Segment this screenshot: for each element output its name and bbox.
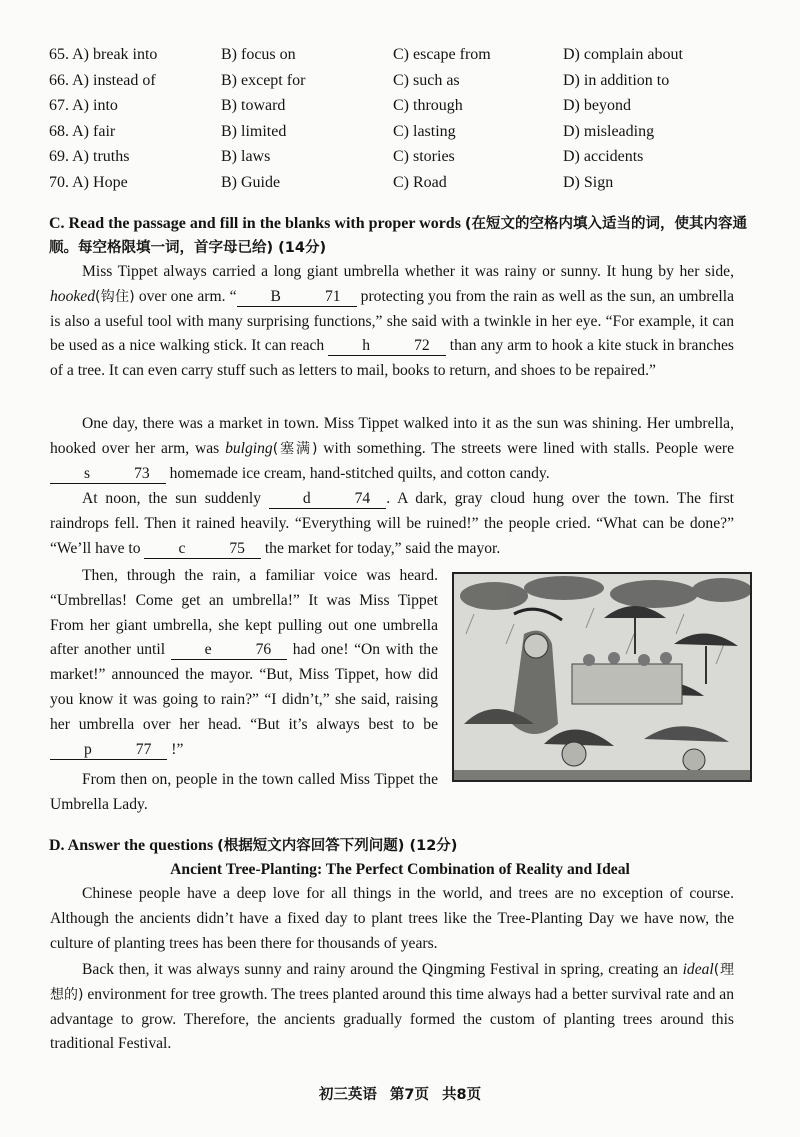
text: environment for tree growth. The trees planted around this time always had a better survival rate and an advantage to grow. Therefore, the ancients gradually formed the custom of planting trees around this traditional Festival.	[50, 985, 734, 1053]
option-d: D) misleading	[563, 122, 655, 140]
option-row-69	[49, 144, 769, 170]
section-c-heading	[49, 212, 759, 260]
blank-73[interactable]	[50, 465, 166, 484]
passage-paragraph: From then on, people in the town called Miss Tippet the Umbrella Lady.	[50, 771, 438, 813]
gloss: (塞满)	[272, 440, 318, 457]
option-row-67	[49, 93, 769, 119]
blank-75[interactable]	[144, 540, 261, 559]
blank-initial: h	[362, 337, 371, 355]
glossed-word: hooked	[50, 287, 96, 305]
blank-77[interactable]	[50, 741, 167, 760]
section-c-title-en: C. Read the passage and fill in the blanks with proper words	[49, 215, 465, 232]
option-d: D) in addition to	[563, 71, 670, 89]
option-a: 70. A) Hope	[49, 173, 128, 191]
blank-72[interactable]	[328, 337, 445, 356]
text: than any arm to hook a kite stuck in branches of a tree. It can even carry stuff such as letters to mail, books to return, and shoes to be repaired.”	[50, 337, 734, 380]
text: Back then, it was always sunny and rainy around the Qingming Festival in spring, creating an	[82, 961, 683, 978]
illustration-drawing	[454, 574, 750, 780]
passage-paragraph	[50, 412, 734, 486]
text: Then, through the rain, a familiar voice was heard. “Umbrellas! Come get an umbrella!” It was Miss Tippet From her giant umbrella, she kept pulling out one umbrella after another until	[50, 567, 438, 659]
blank-initial: d	[302, 490, 311, 507]
option-b: B) except for	[221, 71, 306, 89]
option-c: C) lasting	[393, 122, 456, 140]
option-c: C) Road	[393, 173, 447, 191]
umbrella-market-illustration	[452, 572, 752, 782]
option-c: C) stories	[393, 148, 455, 166]
text: Miss Tippet always carried a long giant umbrella whether it was rainy or sunny. It hung by her side,	[82, 263, 734, 280]
option-row-65	[49, 42, 769, 68]
page-footer: 初三英语 第7页 共8页	[318, 1087, 482, 1103]
blank-initial: e	[204, 641, 212, 659]
gloss: (理想的)	[50, 962, 735, 1003]
option-b: B) focus on	[221, 46, 296, 63]
section-d-title-en: D. Answer the questions	[49, 837, 218, 854]
blank-number: 73	[134, 464, 150, 482]
blank-76[interactable]	[171, 641, 288, 660]
blank-number: 71	[324, 287, 341, 305]
option-a: 65. A) break into	[49, 46, 158, 63]
passage-paragraph	[50, 564, 438, 762]
option-a: 68. A) fair	[49, 122, 116, 140]
blank-initial: c	[178, 539, 186, 557]
option-a: 69. A) truths	[49, 148, 130, 166]
text: homemade ice cream, hand-stitched quilts, and cotton candy.	[165, 464, 550, 482]
option-c: C) such as	[393, 71, 460, 89]
blank-number: 76	[255, 641, 272, 659]
text: At noon, the sun suddenly	[82, 490, 269, 507]
text: !”	[167, 740, 184, 758]
option-b: B) laws	[221, 148, 271, 166]
blank-initial: B	[270, 287, 281, 305]
section-d-heading	[49, 834, 457, 858]
article-paragraph	[50, 958, 734, 1057]
option-row-68	[49, 119, 769, 145]
option-b: B) Guide	[221, 173, 281, 191]
option-d: D) accidents	[563, 148, 644, 166]
blank-71[interactable]	[237, 288, 357, 307]
text: One day, there was a market in town. Miss Tippet walked into it as the sun was shining. Her umbrella, hooked over her arm, was	[50, 415, 734, 457]
passage-paragraph	[50, 487, 734, 561]
section-d-title-cn: (根据短文内容回答下列问题) (12分)	[217, 838, 458, 854]
text: over one arm. “	[134, 287, 237, 305]
blank-number: 75	[229, 539, 245, 557]
option-row-70	[49, 170, 769, 196]
blank-initial: s	[84, 464, 91, 482]
answer-options	[49, 42, 769, 196]
option-d: D) complain about	[563, 46, 683, 63]
option-b: B) toward	[221, 97, 286, 115]
option-d: D) beyond	[563, 97, 631, 115]
option-c: C) through	[393, 97, 463, 115]
section-c-title-cn: (在短文的空格内填入适当的词，使其内容通顺。每空格限填一词，首字母已给) (14分)	[49, 216, 748, 256]
text: the market for today,” said the mayor.	[260, 539, 501, 557]
text: with something. The streets were lined with stalls. People were	[317, 439, 734, 457]
glossed-word: ideal	[682, 961, 714, 978]
gloss: (钩住)	[95, 288, 135, 305]
glossed-word: bulging	[225, 439, 273, 457]
option-c: C) escape from	[393, 46, 491, 63]
passage-paragraph	[50, 260, 734, 384]
blank-number: 77	[135, 740, 152, 758]
blank-number: 72	[414, 337, 430, 355]
option-d: D) Sign	[563, 173, 614, 191]
option-a: 67. A) into	[49, 97, 118, 115]
text: . A dark, gray cloud hung over the town. The first raindrops fell. Then it rained heavily. “Everything will be ruined!” the people cried. “What can be done?” “We’ll have to	[50, 490, 734, 557]
blank-74[interactable]	[269, 490, 386, 509]
option-b: B) limited	[221, 122, 287, 140]
option-row-66	[49, 68, 769, 94]
blank-initial: p	[84, 740, 92, 758]
option-a: 66. A) instead of	[49, 71, 156, 89]
article-paragraph: Chinese people have a deep love for all things in the world, and trees are no exception of course. Although the ancients didn’t have a fixed day to plant trees like the Tree-Planting Day we have now, the culture of planting trees has been there for thousands of years.	[50, 885, 734, 952]
text: protecting you from the rain as well as the sun, an umbrella is also a useful tool with many surprising functions,” she said with a twinkle in her eye. “For example, it can be used as a nice walking stick. It can reach	[50, 287, 734, 355]
article-title: Ancient Tree-Planting: The Perfect Combination of Reality and Ideal	[170, 861, 630, 878]
text: had one! “On with the market!” announced the mayor. “But, Miss Tippet, how did you know it was going to rain?” “I didn’t,” she said, raising her umbrella over her head. “But it’s always best to be	[50, 641, 439, 733]
blank-number: 74	[354, 490, 371, 507]
